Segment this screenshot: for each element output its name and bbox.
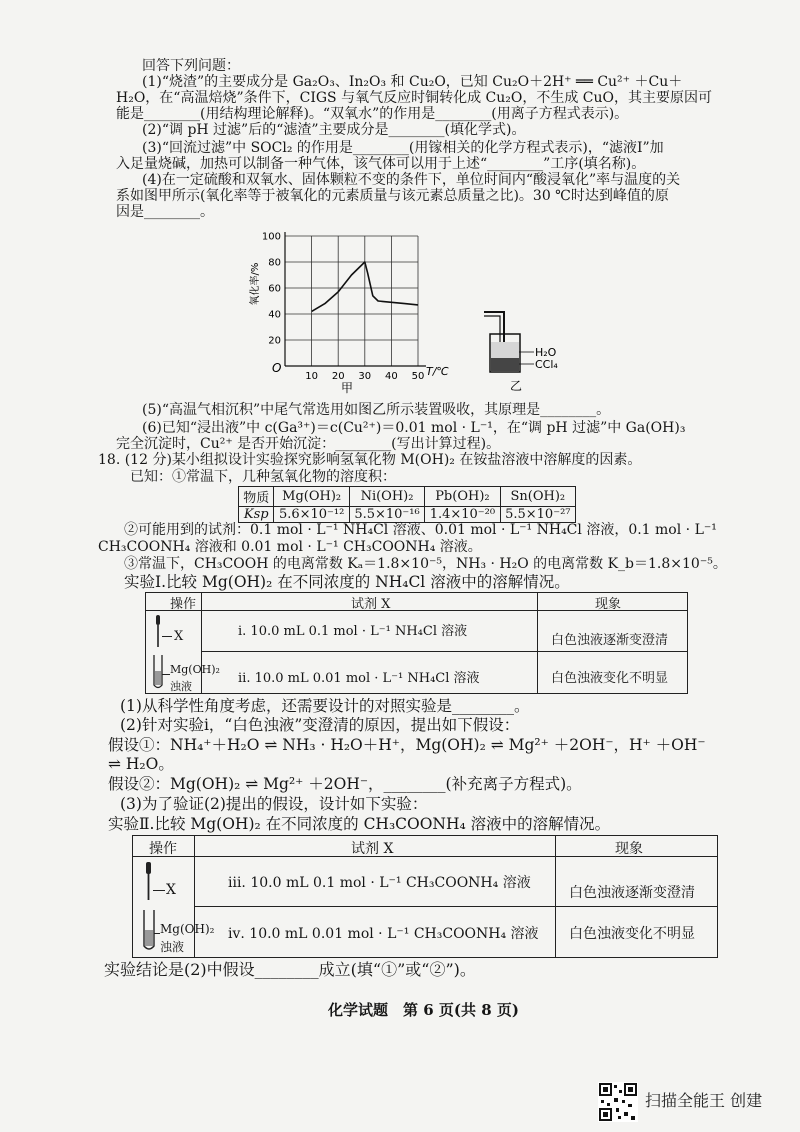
- x-tick-label: 40: [385, 371, 398, 382]
- scanner-watermark: 扫描全能王 创建: [645, 1091, 763, 1110]
- q18-part1: (1)从科学性角度考虑，还需要设计的对照实验是________。: [120, 697, 530, 715]
- q17-line: 系如图甲所示(氧化率等于被氧化的元素质量与该元素总质量之比)。30 ℃时达到峰值的原: [116, 188, 669, 204]
- q18-part3: (3)为了验证(2)提出的假设，设计如下实验：: [120, 795, 428, 813]
- apparatus-x-label: X: [166, 882, 176, 898]
- exp2-phenomenon: 白色浊液逐渐变澄清: [569, 885, 695, 901]
- header-reagent: 试剂 X: [351, 597, 391, 612]
- x-tick-label: 20: [331, 371, 345, 382]
- exp1-title: 实验Ⅰ.比较 Mg(OH)₂ 在不同浓度的 NH₄Cl 溶液中的溶解情况。: [124, 573, 570, 591]
- q18-known: ②可能用到的试剂：0.1 mol · L⁻¹ NH₄Cl 溶液、0.01 mol · L⁻¹ NH₄Cl 溶液，0.1 mol · L⁻¹: [124, 522, 717, 538]
- y-tick-label: 20: [268, 335, 281, 347]
- header-reagent: 试剂 X: [351, 841, 394, 857]
- chart-xlabel: T/℃: [426, 365, 449, 378]
- header-operation: 操作: [149, 841, 177, 857]
- chart-ylabel: 氧化率/%: [250, 262, 261, 306]
- q18-known: ③常温下，CH₃COOH 的电离常数 Kₐ＝1.8×10⁻⁵，NH₃ · H₂O 的电离常数 K_b＝1.8×10⁻⁵。: [124, 556, 727, 572]
- exp2-reagent: ⅲ. 10.0 mL 0.1 mol · L⁻¹ CH₃COONH₄ 溶液: [228, 875, 531, 891]
- y-tick-label: 40: [268, 309, 281, 321]
- q17-line: (2)“调 pH 过滤”后的“滤渣”主要成分是________(填化学式)。: [142, 122, 526, 138]
- x-tick-label: 50: [411, 371, 425, 382]
- q17-line: (6)已知“浸出液”中 c(Ga³⁺)＝c(Cu²⁺)＝0.01 mol · L⁻¹，在“调 pH 过滤”中 Ga(OH)₃: [142, 420, 686, 436]
- chart-origin-label: O: [272, 361, 282, 375]
- q18-known: 已知：①常温下，几种氢氧化物的溶度积：: [130, 469, 396, 485]
- ksp-header-row: [239, 487, 576, 507]
- ksp-value: 5.5×10⁻¹⁶: [349, 507, 424, 523]
- ksp-value-row: [239, 507, 576, 523]
- exp1-phenomenon: 白色浊液逐渐变澄清: [551, 633, 669, 648]
- figure-b-label: 乙: [510, 379, 523, 393]
- exp1-reagent: ⅰ. 10.0 mL 0.1 mol · L⁻¹ NH₄Cl 溶液: [238, 624, 468, 639]
- ksp-header: Sn(OH)₂: [500, 487, 575, 507]
- q17-line: 完全沉淀时，Cu²⁺ 是否开始沉淀：________(写出计算过程)。: [116, 436, 501, 452]
- experiment-conclusion: 实验结论是(2)中假设________成立(填“①”或“②”)。: [104, 960, 476, 979]
- ksp-header: Mg(OH)₂: [274, 487, 349, 507]
- x-tick-label: 10: [305, 371, 318, 382]
- exp1-phenomenon: 白色浊液变化不明显: [551, 671, 669, 686]
- exp2-reagent: ⅳ. 10.0 mL 0.01 mol · L⁻¹ CH₃COONH₄ 溶液: [228, 926, 539, 942]
- apparatus-suspension-label: 浊液: [170, 680, 192, 693]
- q17-line: (4)在一定硫酸和双氧水、固体颗粒不变的条件下，单位时间内“酸浸氧化”率与温度的关: [142, 172, 681, 188]
- q17-line: 入足量烧碱，加热可以制备一种气体，该气体可以用于上述“________”工序(填名称)。: [116, 156, 646, 172]
- hypothesis-1-cont: ⇌ H₂O。: [108, 755, 174, 773]
- apparatus-mg-label: Mg(OH)₂: [160, 922, 215, 936]
- exp1-table: [145, 592, 688, 694]
- exp2-phenomenon: 白色浊液变化不明显: [569, 926, 695, 942]
- q18-heading: 18. (12 分)某小组拟设计实验探究影响氢氧化物 M(OH)₂ 在铵盐溶液中溶解度的因素。: [98, 452, 642, 468]
- q18-known: CH₃COONH₄ 溶液和 0.01 mol · L⁻¹ CH₃COONH₄ 溶液。: [98, 539, 482, 555]
- q17-line: H₂O，在“高温焙烧”条件下，CIGS 与氧气反应时铜转化成 Cu₂O，不生成 CuO，其主要原因可: [116, 90, 713, 106]
- ksp-header: 物质: [239, 487, 274, 507]
- apparatus-suspension-label: 浊液: [160, 940, 185, 954]
- ksp-value: 5.5×10⁻²⁷: [500, 507, 575, 523]
- apparatus-mg-label: Mg(OH)₂: [170, 663, 220, 676]
- header-phenomenon: 现象: [595, 597, 622, 612]
- exp1-reagent: ⅱ. 10.0 mL 0.01 mol · L⁻¹ NH₄Cl 溶液: [238, 671, 480, 686]
- apparatus-x-label: X: [174, 629, 184, 644]
- ksp-row-label: Ksp: [239, 507, 274, 523]
- y-tick-label: 100: [261, 231, 281, 243]
- ksp-value: 1.4×10⁻²⁰: [425, 507, 500, 523]
- q17-line: (3)“回流过滤”中 SOCl₂ 的作用是________(用镓相关的化学方程式表示)，“滤液Ⅰ”加: [142, 140, 664, 156]
- q17-line: 因是________。: [116, 204, 214, 220]
- ksp-header: Ni(OH)₂: [349, 487, 424, 507]
- layer-bottom-label: CCl₄: [535, 358, 558, 371]
- exp2-table: [132, 835, 718, 958]
- ksp-value: 5.6×10⁻¹²: [274, 507, 349, 523]
- q18-part2: (2)针对实验ⅰ，“白色浊液”变澄清的原因，提出如下假设：: [120, 716, 520, 734]
- q17-line: (5)“高温气相沉积”中尾气常选用如图乙所示装置吸收，其原理是________。: [142, 402, 611, 418]
- exp2-title: 实验Ⅱ.比较 Mg(OH)₂ 在不同浓度的 CH₃COONH₄ 溶液中的溶解情况。: [108, 815, 611, 833]
- y-tick-label: 60: [268, 283, 281, 295]
- layer-top-label: H₂O: [535, 346, 557, 359]
- hypothesis-2: 假设②：Mg(OH)₂ ⇌ Mg²⁺ ＋2OH⁻，________(补充离子方程式)。: [108, 775, 582, 793]
- hypothesis-1: 假设①：NH₄⁺＋H₂O ⇌ NH₃ · H₂O＋H⁺，Mg(OH)₂ ⇌ Mg²⁺ ＋2OH⁻，H⁺ ＋OH⁻: [108, 736, 706, 754]
- qr-code-icon: [598, 1082, 638, 1122]
- chart-title: 甲: [340, 381, 354, 395]
- oxidation-rate-chart: [240, 226, 460, 401]
- header-operation: 操作: [170, 597, 197, 612]
- q17-line: (1)“烧渣”的主要成分是 Ga₂O₃、In₂O₃ 和 Cu₂O，已知 Cu₂O＋2H⁺ ══ Cu²⁺ ＋Cu＋: [142, 74, 683, 90]
- ksp-table: [238, 486, 576, 523]
- absorption-apparatus: [478, 300, 573, 395]
- q17-intro: 回答下列问题：: [142, 58, 240, 74]
- page-footer: 化学试题 第 6 页(共 8 页): [328, 1001, 519, 1019]
- y-tick-label: 80: [268, 257, 281, 269]
- q17-line: 能是________(用结构理论解释)。“双氧水”的作用是________(用离子方程式表示)。: [116, 106, 629, 122]
- x-tick-label: 30: [358, 371, 372, 382]
- ksp-header: Pb(OH)₂: [425, 487, 500, 507]
- header-phenomenon: 现象: [615, 841, 643, 857]
